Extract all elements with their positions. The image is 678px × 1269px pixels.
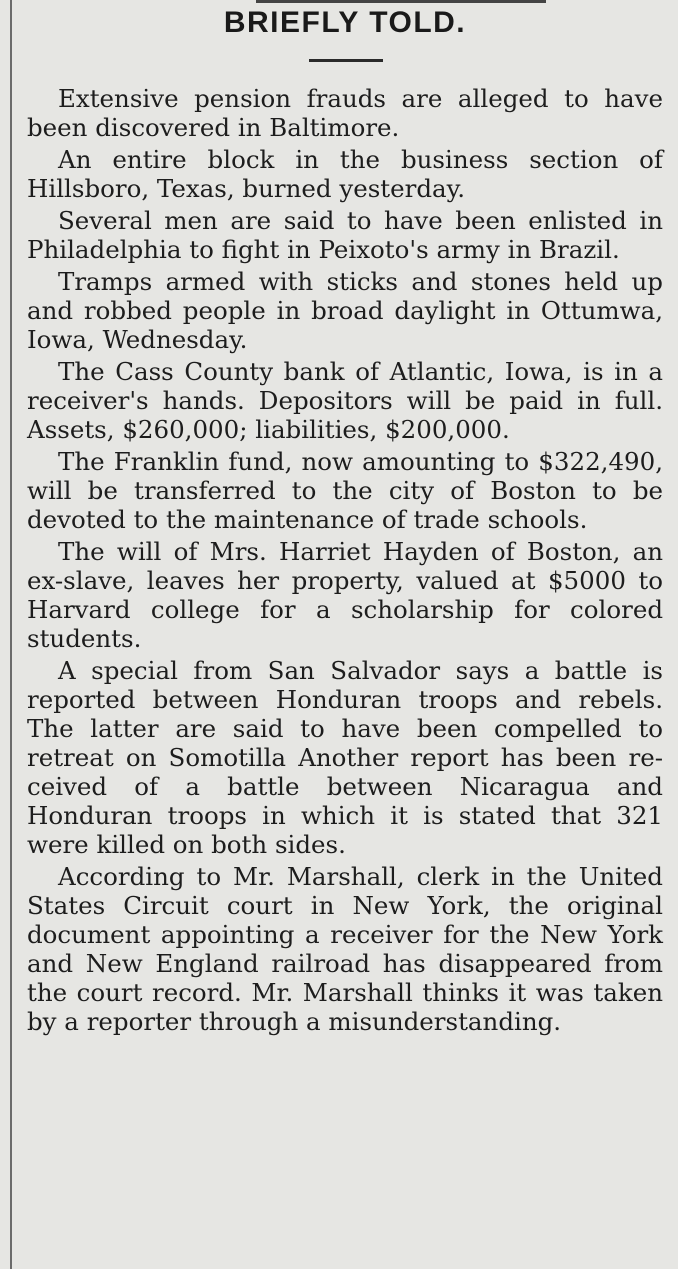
news-item: A special from San Salvador says a battle is reported between Honduran troops and rebels. The latter are said to have been compelled to retreat on Somotilla Another report has been received of a battle between Nicaragua and Honduran troops in which it is stated that 321 were killed on both sides. [27,656,663,859]
news-item: Extensive pension frauds are alleged to have been discovered in Baltimore. [27,84,663,142]
headline: BRIEFLY TOLD. [223,6,467,39]
news-item: The will of Mrs. Harriet Hayden of Boston, an ex-slave, leaves her property, valued at $5000 to Harvard college for a scholarship for colored students. [27,537,663,653]
column-rule [10,0,12,1269]
news-item: According to Mr. Marshall, clerk in the United States Circuit court in New York, the original document appointing a receiver for the New York and New England railroad has disappeared from the court record. Mr. Marshall thinks it was taken by a reporter through a misunderstanding. [27,862,663,1036]
news-item: The Cass County bank of Atlantic, Iowa, is in a receiver's hands. Depositors will be paid in full. Assets, $260,000; liabilities, $200,000. [27,357,663,444]
top-rule [256,0,546,3]
news-item: The Franklin fund, now amounting to $322,490, will be transferred to the city of Boston to be devoted to the maintenance of trade schools. [27,447,663,534]
news-item: Tramps armed with sticks and stones held up and robbed people in broad daylight in Ottumwa, Iowa, Wednesday. [27,267,663,354]
news-item: Several men are said to have been enlisted in Philadelphia to fight in Peixoto's army in Brazil. [27,206,663,264]
news-item: An entire block in the business section of Hillsboro, Texas, burned yesterday. [27,145,663,203]
headline-divider [309,59,383,62]
news-items [27,84,663,1039]
